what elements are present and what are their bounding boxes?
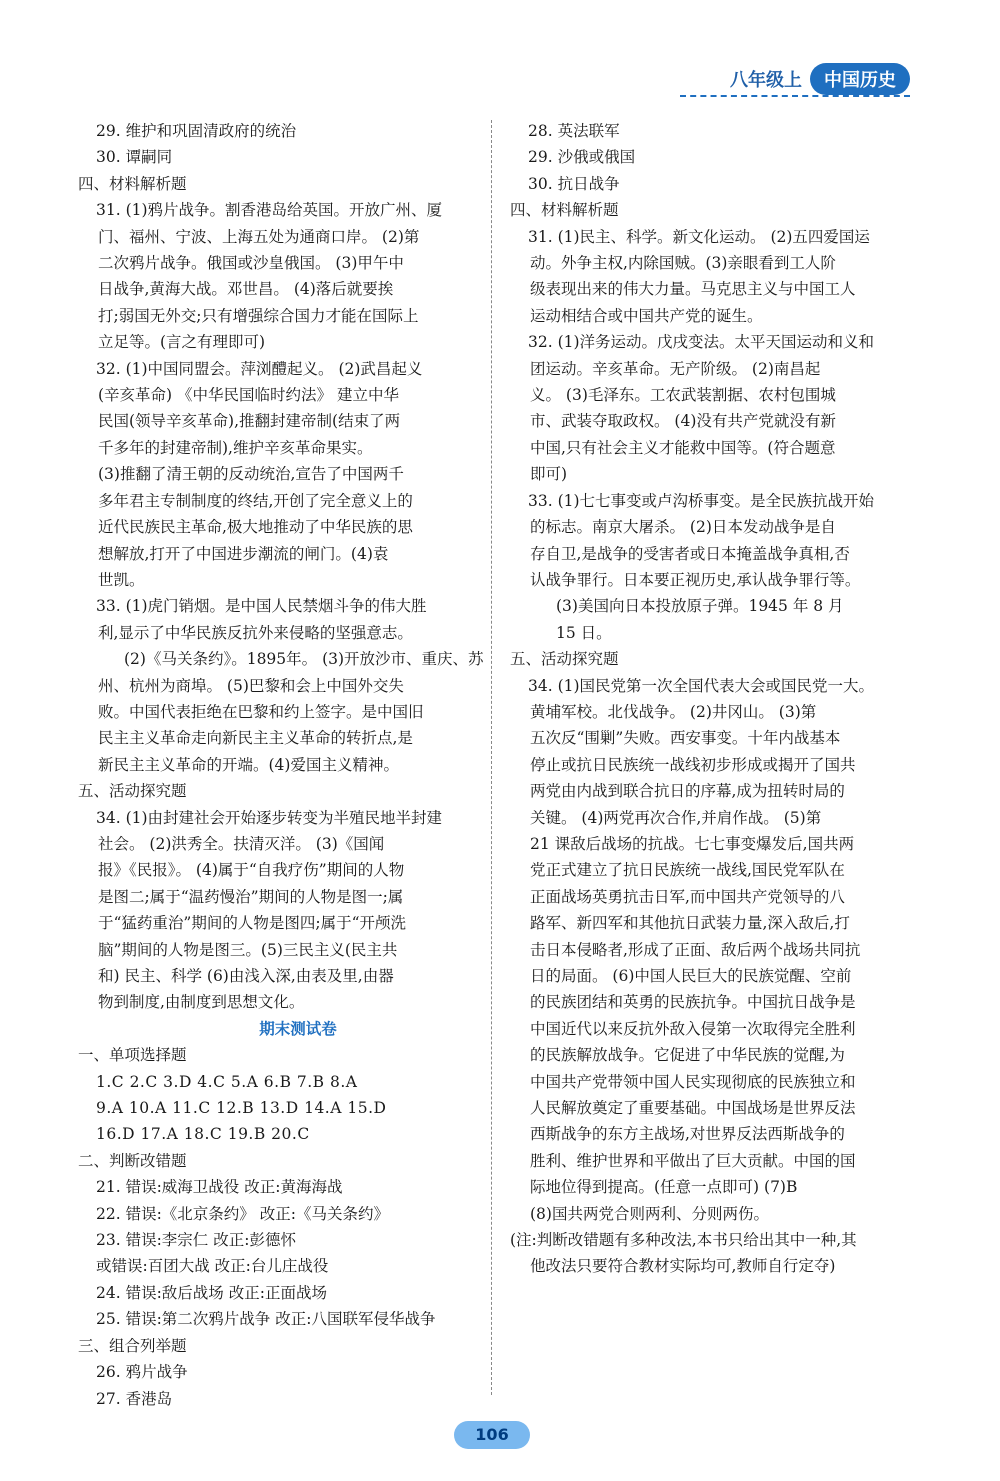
answer-line: 停止或抗日民族统一战线初步形成或揭开了国共 [530,755,856,774]
answer-line: 市、武装夺取政权。 (4)没有共产党就没有新 [530,412,836,431]
answer-line: 认战争罪行。日本要正视历史,承认战争罪行等。 [530,570,861,589]
page-header [730,62,910,96]
answer-line: 物到制度,由制度到思想文化。 [98,993,305,1012]
answer-line: 是图二;属于“温药慢治”期间的人物是图一;属 [98,887,404,906]
column-divider [491,120,492,1395]
answer-line: 26. 鸦片战争 [96,1363,188,1382]
answer-line: 社会。 (2)洪秀全。扶清灭洋。 (3)《国闻 [98,834,385,853]
answer-line: 际地位得到提高。(任意一点即可) (7)B [530,1178,798,1197]
answer-line: 31. (1)民主、科学。新文化运动。 (2)五四爱国运 [528,227,870,246]
answer-line: 30. 抗日战争 [528,174,620,193]
answer-line: 22. 错误:《北京条约》 改正:《马关条约》 [96,1204,389,1223]
answer-line: 脑”期间的人物是图三。(5)三民主义(民主共 [98,940,398,959]
test-title: 期末测试卷 [259,1019,337,1038]
answer-line: 两党由内战到联合抗日的序幕,成为扭转时局的 [530,782,845,801]
answer-line: 中国共产党带领中国人民实现彻底的民族独立和 [530,1072,856,1091]
answer-line: 利,显示了中华民族反抗外来侵略的坚强意志。 [98,623,413,642]
answer-line: 中国近代以来反抗外敌入侵第一次取得完全胜利 [530,1019,856,1038]
answer-line: 15 日。 [556,623,612,642]
answer-line: 州、杭州为商埠。 (5)巴黎和会上中国外交失 [98,676,404,695]
answer-line: 16.D 17.A 18.C 19.B 20.C [96,1125,310,1144]
answer-line: 民主主义革命走向新民主主义革命的转折点,是 [98,729,413,748]
answer-line: 24. 错误:敌后战场 改正:正面战场 [96,1283,327,1302]
answer-line: 世凯。 [98,570,145,589]
page-number: 106 [454,1421,530,1449]
answer-line: 9.A 10.A 11.C 12.B 13.D 14.A 15.D [96,1099,387,1118]
answer-line: 人民解放奠定了重要基础。中国战场是世界反法 [530,1099,856,1118]
right-column [510,118,910,1280]
answer-line: 32. (1)洋务运动。戊戌变法。太平天国运动和义和 [528,333,875,352]
answer-line: 34. (1)国民党第一次全国代表大会或国民党一大。 [528,676,875,695]
answer-line: (辛亥革命) 《中华民国临时约法》 建立中华 [98,386,399,405]
answer-line: 21 课敌后战场的抗战。七七事变爆发后,国共两 [530,834,855,853]
answer-line: 立足等。(言之有理即可) [98,333,266,352]
answer-line: 27. 香港岛 [96,1389,173,1408]
section-heading: 四、材料解析题 [78,174,187,193]
left-column [78,118,484,1412]
answer-line: 日战争,黄海大战。邓世昌。 (4)落后就要挨 [98,280,394,299]
answer-line: 民国(领导辛亥革命),推翻封建帝制(结束了两 [98,412,401,431]
answer-line: 的民族解放战争。它促进了中华民族的觉醒,为 [530,1046,845,1065]
answer-line: 二次鸦片战争。俄国或沙皇俄国。 (3)甲午中 [98,254,404,273]
answer-line: 近代民族民主革命,极大地推动了中华民族的思 [98,518,413,537]
section-heading: 一、单项选择题 [78,1046,187,1065]
answer-line: 想解放,打开了中国进步潮流的闸门。(4)袁 [98,544,389,563]
answer-line: (2)《马关条约》。1895年。 (3)开放沙市、重庆、苏 [124,650,484,669]
header-rule [680,95,910,97]
answer-line: 党正式建立了抗日民族统一战线,国民党军队在 [530,861,845,880]
answer-line: 胜利、维护世界和平做出了巨大贡献。中国的国 [530,1151,856,1170]
answer-line: 34. (1)由封建社会开始逐步转变为半殖民地半封建 [96,808,443,827]
answer-line: 千多年的封建帝制),维护辛亥革命果实。 [98,438,373,457]
section-heading: 五、活动探究题 [510,650,619,669]
answer-line: 存自卫,是战争的受害者或日本掩盖战争真相,否 [530,544,850,563]
subject-badge: 中国历史 [810,63,910,95]
answer-line: 五次反“围剿”失败。西安事变。十年内战基本 [530,729,841,748]
answer-line: 团运动。辛亥革命。无产阶级。 (2)南昌起 [530,359,821,378]
answer-line: 新民主主义革命的开端。(4)爱国主义精神。 [98,755,399,774]
answer-line: 32. (1)中国同盟会。萍浏醴起义。 (2)武昌起义 [96,359,423,378]
answer-line: 报》《民报》。 (4)属于“自我疗伤”期间的人物 [98,861,405,880]
grade-label: 八年级上 [730,70,802,91]
answer-line: 30. 谭嗣同 [96,148,173,167]
answer-line: 和) 民主、科学 (6)由浅入深,由表及里,由器 [98,967,394,985]
answer-line: 即可) [530,465,568,484]
answer-line: 打;弱国无外交;只有增强综合国力才能在国际上 [98,306,419,325]
answer-line: 败。中国代表拒绝在巴黎和约上签字。是中国旧 [98,702,424,721]
answer-line: 日的局面。 (6)中国人民巨大的民族觉醒、空前 [530,967,852,985]
answer-line: 他改法只要符合教材实际均可,教师自行定夺) [530,1257,836,1276]
answer-line: 动。外争主权,内除国贼。(3)亲眼看到工人阶 [530,254,836,273]
answer-line: 21. 错误:威海卫战役 改正:黄海海战 [96,1178,343,1197]
answer-line: 29. 维护和巩固清政府的统治 [96,122,297,140]
answer-line: 33. (1)七七事变或卢沟桥事变。是全民族抗战开始 [528,491,875,510]
section-heading: 五、活动探究题 [78,782,187,801]
answer-line: 31. (1)鸦片战争。割香港岛给英国。开放广州、厦 [96,201,443,220]
answer-line: 的标志。南京大屠杀。 (2)日本发动战争是自 [530,518,836,537]
section-heading: 二、判断改错题 [78,1151,187,1170]
answer-line: 门、福州、宁波、上海五处为通商口岸。 (2)第 [98,227,420,246]
answer-line: (3)美国向日本投放原子弹。1945 年 8 月 [556,597,844,616]
section-heading: (注:判断改错题有多种改法,本书只给出其中一种,其 [510,1231,857,1250]
answer-line: (3)推翻了清王朝的反动统治,宣告了中国两千 [98,465,404,484]
answer-line: 的民族团结和英勇的民族抗争。中国抗日战争是 [530,993,856,1012]
answer-line: 25. 错误:第二次鸦片战争 改正:八国联军侵华战争 [96,1310,436,1329]
section-heading: 三、组合列举题 [78,1336,187,1355]
answer-line: 西斯战争的东方主战场,对世界反法西斯战争的 [530,1125,845,1144]
answer-line: 1.C 2.C 3.D 4.C 5.A 6.B 7.B 8.A [96,1072,358,1091]
answer-line: 33. (1)虎门销烟。是中国人民禁烟斗争的伟大胜 [96,597,427,616]
answer-line: 于“猛药重治”期间的人物是图四;属于“开颅洗 [98,914,406,933]
answer-line: 关键。 (4)两党再次合作,并肩作战。 (5)第 [530,808,822,827]
answer-line: 23. 错误:李宗仁 改正:彭德怀 [96,1231,296,1250]
answer-line: 28. 英法联军 [528,122,620,140]
answer-line: 正面战场英勇抗击日军,而中国共产党领导的八 [530,887,845,906]
answer-line: 义。 (3)毛泽东。工农武装割据、农村包围城 [530,386,836,405]
section-heading: 四、材料解析题 [510,201,619,220]
answer-line: 或错误:百团大战 改正:台儿庄战役 [96,1257,329,1276]
answer-line: 路军、新四军和其他抗日武装力量,深入敌后,打 [530,914,850,933]
answer-line: 29. 沙俄或俄国 [528,148,636,167]
answer-line: 多年君主专制制度的终结,开创了完全意义上的 [98,491,413,510]
answer-line: (8)国共两党合则两利、分则两伤。 [530,1204,769,1223]
answer-line: 运动相结合或中国共产党的诞生。 [530,306,763,325]
answer-line: 中国,只有社会主义才能救中国等。(符合题意 [530,438,836,457]
answer-line: 击日本侵略者,形成了正面、敌后两个战场共同抗 [530,940,861,959]
answer-line: 级表现出来的伟大力量。马克思主义与中国工人 [530,280,856,299]
answer-line: 黄埔军校。北伐战争。 (2)井冈山。 (3)第 [530,702,817,721]
